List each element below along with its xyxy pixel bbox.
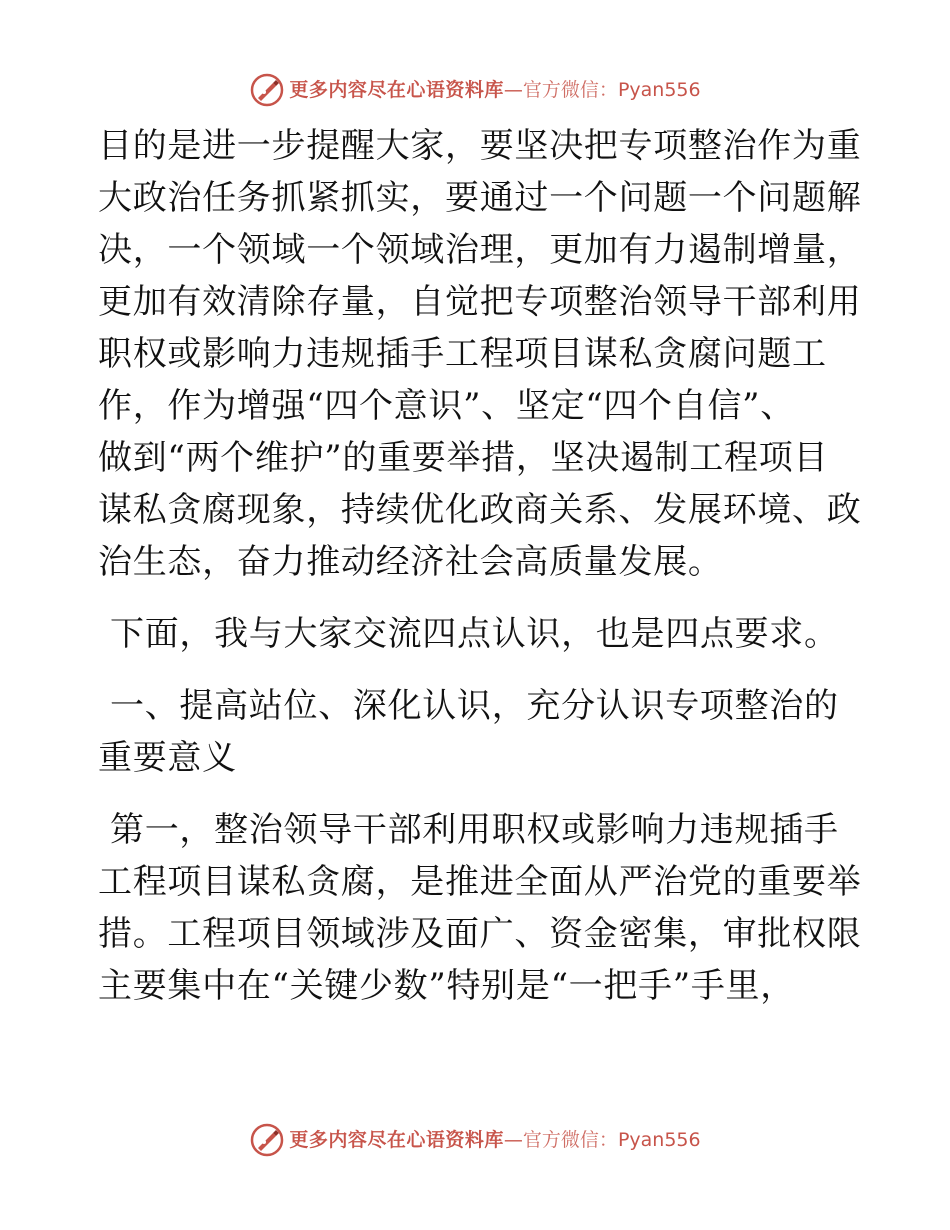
text-line: 作，作为增强“四个意识”、坚定“四个自信”、 bbox=[98, 386, 795, 426]
text-line: 主要集中在“关键少数”特别是“一把手”手里， bbox=[98, 966, 795, 1006]
text-line: 职权或影响力违规插手工程项目谋私贪腐问题工 bbox=[98, 334, 827, 374]
watermark-wechat-id: Pyan556 bbox=[617, 79, 701, 101]
text-line: 大政治任务抓紧抓实，要通过一个问题一个问题解 bbox=[98, 178, 862, 218]
text-line: 目的是进一步提醒大家，要坚决把专项整治作为重 bbox=[98, 126, 862, 166]
paragraph bbox=[98, 120, 862, 588]
pen-logo-icon bbox=[249, 72, 285, 108]
watermark-wechat-label: 官方微信： bbox=[522, 1129, 618, 1151]
watermark-dash: — bbox=[503, 79, 523, 101]
watermark-dash: — bbox=[503, 1129, 523, 1151]
section-heading bbox=[98, 680, 858, 784]
paragraph bbox=[98, 804, 862, 1012]
text-line: 一、提高站位、深化认识，充分认识专项整治的 bbox=[110, 686, 839, 726]
pen-logo-icon bbox=[249, 1122, 285, 1158]
text-line: 第一，整治领导干部利用职权或影响力违规插手 bbox=[110, 810, 839, 850]
text-line: 下面，我与大家交流四点认识，也是四点要求。 bbox=[110, 614, 839, 654]
watermark-main-text: 更多内容尽在心语资料库 bbox=[289, 1129, 504, 1151]
text-line: 做到“两个维护”的重要举措，坚决遏制工程项目 bbox=[98, 438, 829, 478]
text-line: 工程项目谋私贪腐，是推进全面从严治党的重要举 bbox=[98, 862, 862, 902]
watermark-wechat-label: 官方微信： bbox=[522, 79, 618, 101]
header-watermark bbox=[0, 70, 950, 110]
text-line: 治生态，奋力推动经济社会高质量发展。 bbox=[98, 542, 723, 582]
watermark-wechat-id: Pyan556 bbox=[617, 1129, 701, 1151]
text-line: 重要意义 bbox=[98, 738, 237, 778]
text-line: 措。工程项目领域涉及面广、资金密集，审批权限 bbox=[98, 914, 862, 954]
text-line: 谋私贪腐现象，持续优化政商关系、发展环境、政 bbox=[98, 490, 862, 530]
footer-watermark bbox=[0, 1120, 950, 1160]
document-body bbox=[98, 120, 862, 1012]
text-line: 更加有效清除存量，自觉把专项整治领导干部利用 bbox=[98, 282, 862, 322]
paragraph bbox=[98, 608, 858, 660]
watermark-main-text: 更多内容尽在心语资料库 bbox=[289, 79, 504, 101]
text-line: 决，一个领域一个领域治理，更加有力遏制增量， bbox=[98, 230, 862, 270]
